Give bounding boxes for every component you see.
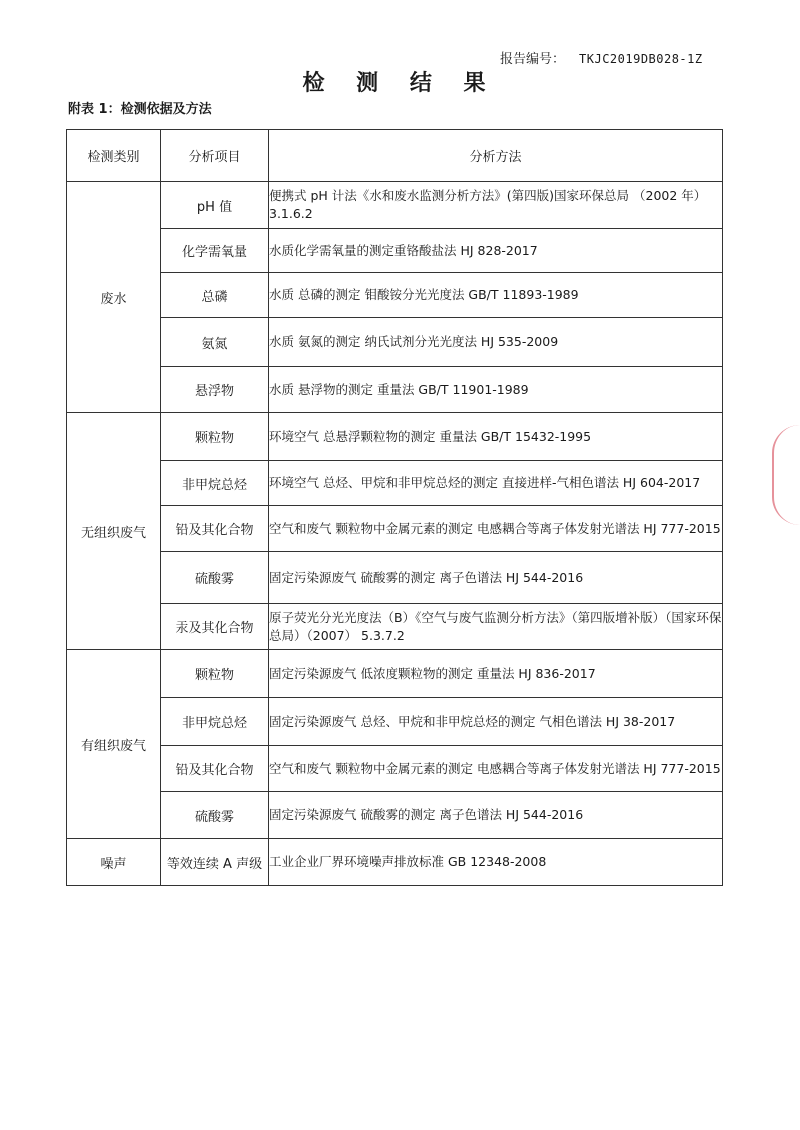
header-category: 检测类别 bbox=[67, 130, 161, 182]
table-row bbox=[67, 839, 723, 886]
item-cell: 总磷 bbox=[161, 273, 269, 318]
table-caption: 附表 1：检测依据及方法 bbox=[68, 102, 212, 117]
item-cell: 化学需氧量 bbox=[161, 229, 269, 273]
method-table bbox=[66, 129, 723, 886]
table-row bbox=[67, 552, 723, 604]
header-method: 分析方法 bbox=[269, 130, 723, 182]
method-cell: 固定污染源废气 硫酸雾的测定 离子色谱法 HJ 544-2016 bbox=[269, 552, 723, 604]
method-cell: 工业企业厂界环境噪声排放标准 GB 12348-2008 bbox=[269, 839, 723, 886]
header-item: 分析项目 bbox=[161, 130, 269, 182]
table-row bbox=[67, 746, 723, 792]
item-cell: 汞及其化合物 bbox=[161, 604, 269, 650]
method-cell: 环境空气 总悬浮颗粒物的测定 重量法 GB/T 15432-1995 bbox=[269, 413, 723, 461]
table-row bbox=[67, 229, 723, 273]
table-row bbox=[67, 318, 723, 367]
method-cell: 固定污染源废气 低浓度颗粒物的测定 重量法 HJ 836-2017 bbox=[269, 650, 723, 698]
seal-stamp-edge bbox=[772, 425, 800, 525]
table-header-row bbox=[67, 130, 723, 182]
method-cell: 空气和废气 颗粒物中金属元素的测定 电感耦合等离子体发射光谱法 HJ 777-2015 bbox=[269, 746, 723, 792]
item-cell: 铅及其化合物 bbox=[161, 746, 269, 792]
category-cell: 无组织废气 bbox=[67, 413, 161, 650]
item-cell: pH 值 bbox=[161, 182, 269, 229]
table-row bbox=[67, 273, 723, 318]
table-row bbox=[67, 698, 723, 746]
category-cell: 噪声 bbox=[67, 839, 161, 886]
table-row bbox=[67, 506, 723, 552]
item-cell: 非甲烷总烃 bbox=[161, 461, 269, 506]
category-cell: 有组织废气 bbox=[67, 650, 161, 839]
item-cell: 硫酸雾 bbox=[161, 792, 269, 839]
table-row bbox=[67, 604, 723, 650]
item-cell: 硫酸雾 bbox=[161, 552, 269, 604]
category-cell: 废水 bbox=[67, 182, 161, 413]
method-cell: 水质化学需氧量的测定重铬酸盐法 HJ 828-2017 bbox=[269, 229, 723, 273]
table-row bbox=[67, 367, 723, 413]
item-cell: 悬浮物 bbox=[161, 367, 269, 413]
method-cell: 水质 氨氮的测定 纳氏试剂分光光度法 HJ 535-2009 bbox=[269, 318, 723, 367]
method-cell: 水质 总磷的测定 钼酸铵分光光度法 GB/T 11893-1989 bbox=[269, 273, 723, 318]
item-cell: 颗粒物 bbox=[161, 650, 269, 698]
table-row bbox=[67, 413, 723, 461]
method-cell: 环境空气 总烃、甲烷和非甲烷总烃的测定 直接进样-气相色谱法 HJ 604-2017 bbox=[269, 461, 723, 506]
method-cell: 固定污染源废气 硫酸雾的测定 离子色谱法 HJ 544-2016 bbox=[269, 792, 723, 839]
table-row bbox=[67, 461, 723, 506]
item-cell: 氨氮 bbox=[161, 318, 269, 367]
method-cell: 水质 悬浮物的测定 重量法 GB/T 11901-1989 bbox=[269, 367, 723, 413]
report-number bbox=[500, 48, 703, 67]
method-cell: 便携式 pH 计法《水和废水监测分析方法》(第四版)国家环保总局 （2002 年）3.1.6.2 bbox=[269, 182, 723, 229]
item-cell: 颗粒物 bbox=[161, 413, 269, 461]
method-cell: 原子荧光分光光度法（B）《空气与废气监测分析方法》（第四版增补版）（国家环保总局）（2007） 5.3.7.2 bbox=[269, 604, 723, 650]
report-number-value: TKJC2019DB028-1Z bbox=[579, 52, 703, 66]
method-cell: 固定污染源废气 总烃、甲烷和非甲烷总烃的测定 气相色谱法 HJ 38-2017 bbox=[269, 698, 723, 746]
method-cell: 空气和废气 颗粒物中金属元素的测定 电感耦合等离子体发射光谱法 HJ 777-2015 bbox=[269, 506, 723, 552]
table-row bbox=[67, 182, 723, 229]
item-cell: 等效连续 A 声级 bbox=[161, 839, 269, 886]
table-row bbox=[67, 792, 723, 839]
table-row bbox=[67, 650, 723, 698]
page-title: 检 测 结 果 bbox=[302, 71, 498, 96]
report-number-label: 报告编号： bbox=[500, 52, 566, 67]
item-cell: 非甲烷总烃 bbox=[161, 698, 269, 746]
item-cell: 铅及其化合物 bbox=[161, 506, 269, 552]
